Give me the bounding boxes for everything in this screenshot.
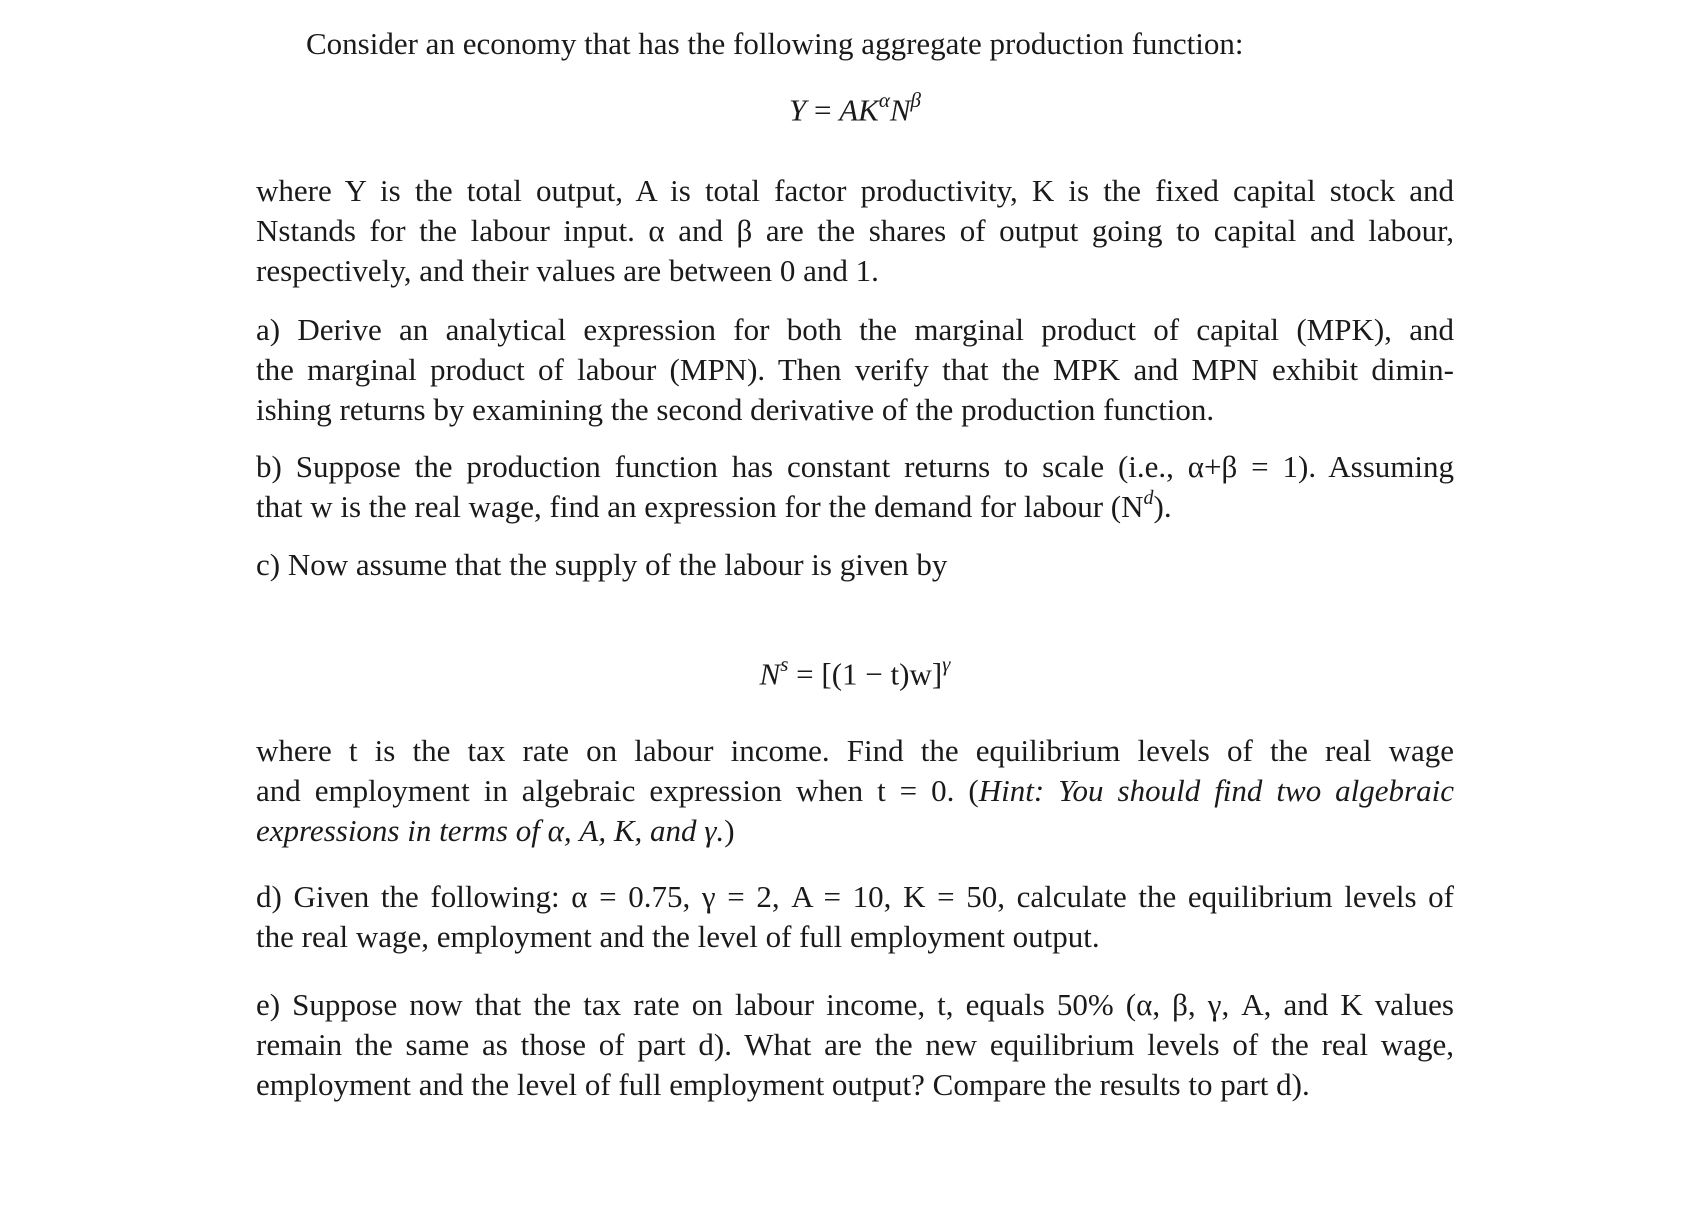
part-c-line-1: c) Now assume that the supply of the labour is given by [256,547,948,582]
eq2-lhs-superscript: s [780,652,789,676]
part-d-line-2: the real wage, employment and the level of full employment output. [256,919,1100,954]
hint-close: ) [724,813,735,848]
part-a-paragraph [256,310,1454,430]
part-b-paragraph [256,447,1454,527]
definitions-line-3: respectively, and their values are between 0 and 1. [256,253,879,288]
part-b-line-2 [256,487,1454,527]
part-e-line-2: remain the same as those of part d). What are the new equilibrium levels of the real wage, [256,1027,1454,1062]
hint-text-2: expressions in terms of α, A, K, and γ. [256,813,725,848]
eq-ak: AK [839,92,879,128]
production-function-equation [256,90,1454,128]
part-b-line-2-text: that w is the real wage, find an expression for the demand for labour (N [256,489,1144,524]
part-e-line-3: employment and the level of full employment output? Compare the results to part d). [256,1067,1310,1102]
part-c-cont-line-1: where t is the tax rate on labour income. Find the equilibrium levels of the real wage [256,733,1454,768]
eq2-gamma-exponent: γ [942,652,951,676]
part-c-cont-line-3 [256,811,1454,851]
labour-supply-equation [256,654,1454,692]
labour-demand-superscript: d [1143,486,1154,509]
part-e-line-1: e) Suppose now that the tax rate on labour income, t, equals 50% (α, β, γ, A, and K values [256,987,1454,1022]
definitions-paragraph [256,171,1454,291]
eq-equals: = [806,92,840,128]
part-a-line-3: ishing returns by examining the second derivative of the production function. [256,392,1215,427]
part-b-line-1: b) Suppose the production function has constant returns to scale (i.e., α+β = 1). Assuming [256,449,1454,484]
eq-lhs: Y [788,92,807,128]
part-a-line-2: the marginal product of labour (MPN). Then verify that the MPK and MPN exhibit dimin- [256,352,1454,387]
part-c-cont-line-2 [256,771,1454,811]
part-c-paragraph [256,545,1454,585]
eq-alpha-exponent: α [878,88,890,112]
part-c-continued-paragraph [256,731,1454,851]
eq-n: N [889,92,911,128]
part-b-line-2-close: ). [1153,489,1172,524]
part-c-cont-line-2-text: and employment in algebraic expression when t = 0. ( [256,773,979,808]
part-e-paragraph [256,985,1454,1105]
hint-text-1: Hint: You should find two algebraic [978,773,1454,808]
part-d-line-1: d) Given the following: α = 0.75, γ = 2, A = 10, K = 50, calculate the equilibrium levels of [256,879,1454,914]
eq-beta-exponent: β [910,88,922,112]
part-d-paragraph [256,877,1454,957]
eq2-rhs: = [(1 − t)w] [788,656,943,692]
definitions-line-2: Nstands for the labour input. α and β are the shares of output going to capital and labour, [256,213,1454,248]
eq2-lhs: N [759,656,781,692]
definitions-line-1: where Y is the total output, A is total factor productivity, K is the fixed capital stock and [256,173,1454,208]
part-a-line-1: a) Derive an analytical expression for both the marginal product of capital (MPK), and [256,312,1454,347]
intro-text: Consider an economy that has the following aggregate production function: [306,26,1244,61]
